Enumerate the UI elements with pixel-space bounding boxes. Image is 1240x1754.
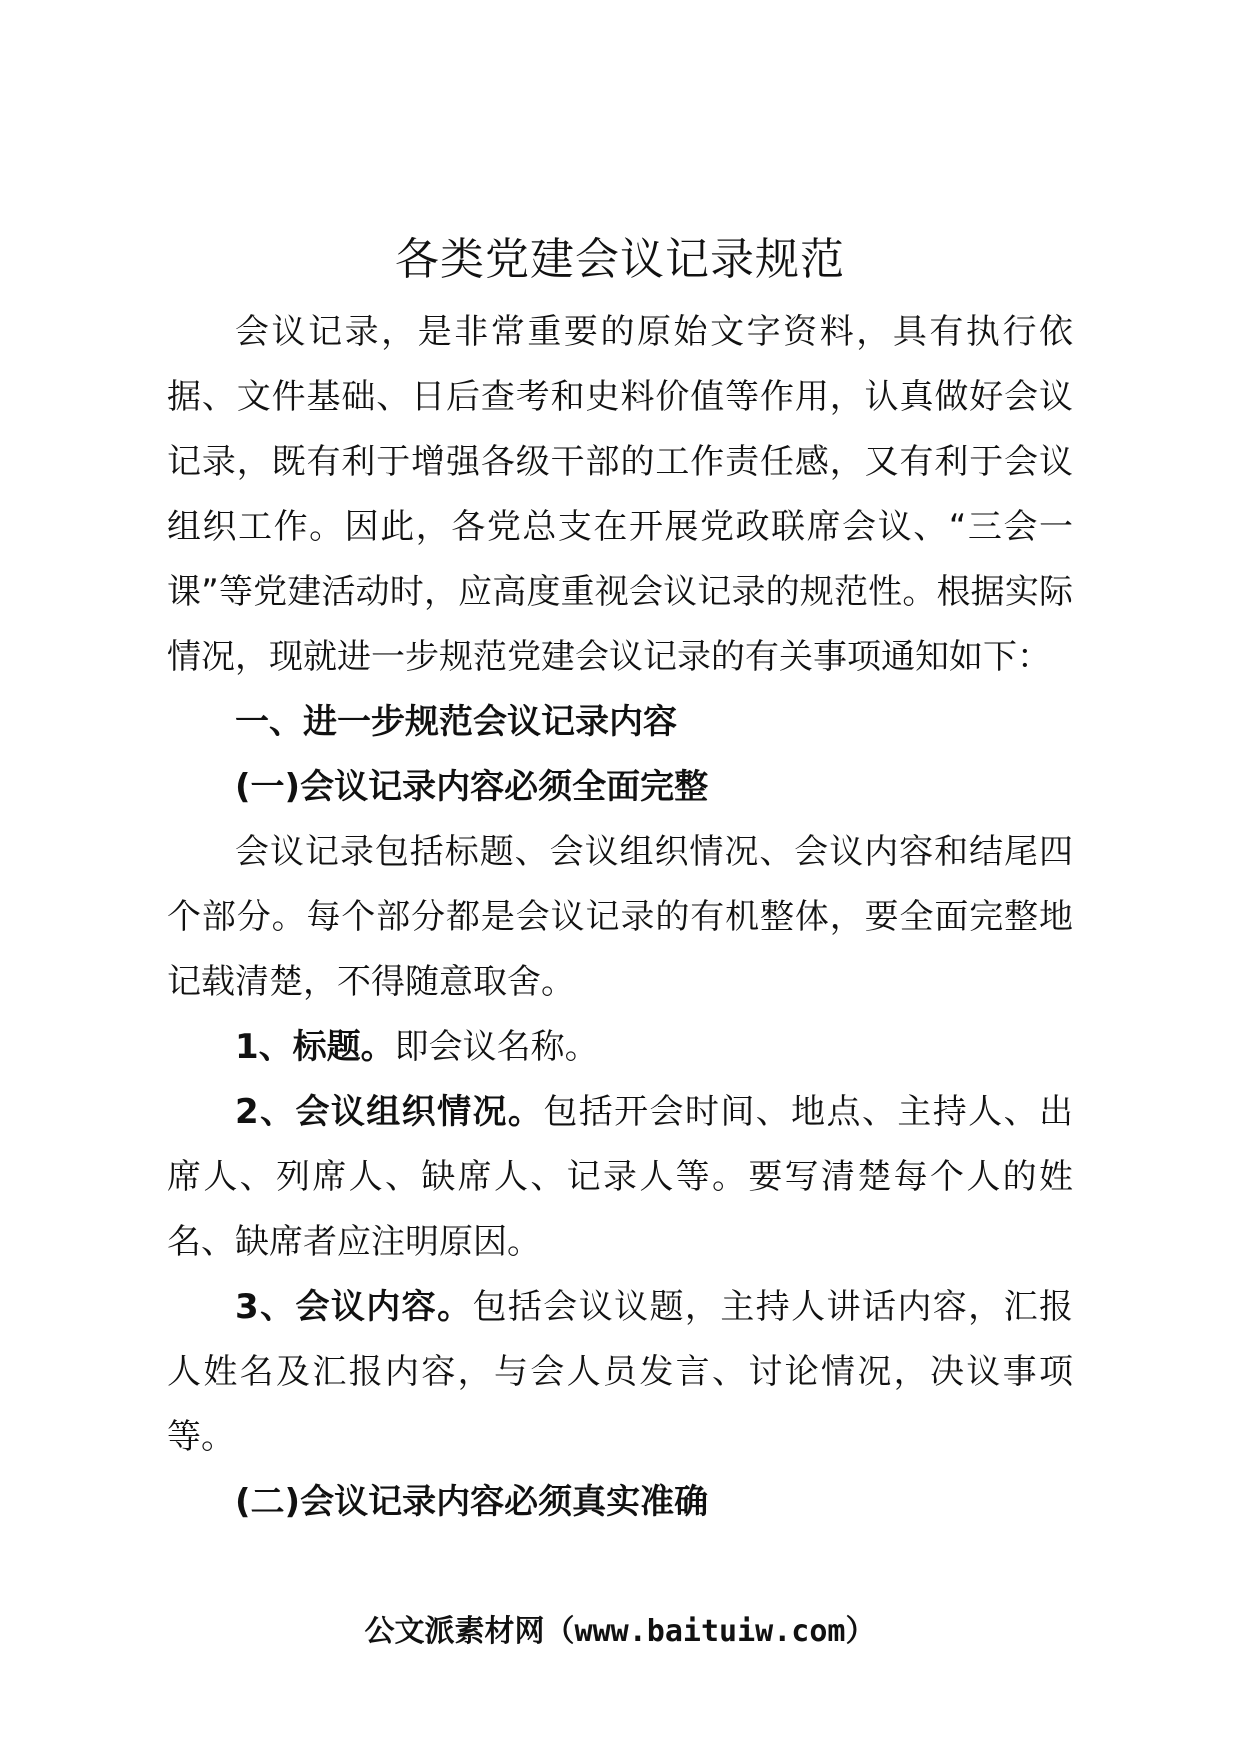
subsection-heading: (一)会议记录内容必须全面完整 <box>235 767 709 807</box>
footer-watermark <box>0 1612 1240 1652</box>
item-paragraph <box>167 1015 1073 1080</box>
item-text: 包括会议议题，主持人讲话内容，汇报人姓名及汇报内容，与会人员发言、讨论情况，决议事项等。 <box>167 1287 1073 1457</box>
document-body <box>167 300 1073 1535</box>
intro-paragraph: 会议记录，是非常重要的原始文字资料，具有执行依据、文件基础、日后查考和史料价值等作用，认真做好会议记录，既有利于增强各级干部的工作责任感，又有利于会议组织工作。因此，各党总支在开展党政联席会议、“三会一课”等党建活动时，应高度重视会议记录的规范性。根据实际情况，现就进一步规范党建会议记录的有关事项通知如下： <box>167 312 1073 677</box>
subsection-heading: (二)会议记录内容必须真实准确 <box>235 1482 709 1522</box>
item-text: 包括开会时间、地点、主持人、出席人、列席人、缺席人、记录人等。要写清楚每个人的姓名、缺席者应注明原因。 <box>167 1092 1073 1262</box>
item-text: 即会议名称。 <box>394 1027 599 1067</box>
item-lead: 3、会议内容。 <box>235 1287 473 1327</box>
footer-name: 公文派素材网 <box>364 1614 545 1649</box>
item-paragraph <box>167 1080 1073 1275</box>
item-lead: 2、会议组织情况。 <box>235 1092 544 1132</box>
item-lead: 1、标题。 <box>235 1027 395 1067</box>
section-heading: 一、进一步规范会议记录内容 <box>235 702 677 742</box>
footer-url: （www.baituiw.com） <box>544 1614 876 1649</box>
document-title: 各类党建会议记录规范 <box>395 234 845 285</box>
item-paragraph <box>167 1275 1073 1470</box>
body-paragraph: 会议记录包括标题、会议组织情况、会议内容和结尾四个部分。每个部分都是会议记录的有机整体，要全面完整地记载清楚，不得随意取舍。 <box>167 832 1073 1002</box>
